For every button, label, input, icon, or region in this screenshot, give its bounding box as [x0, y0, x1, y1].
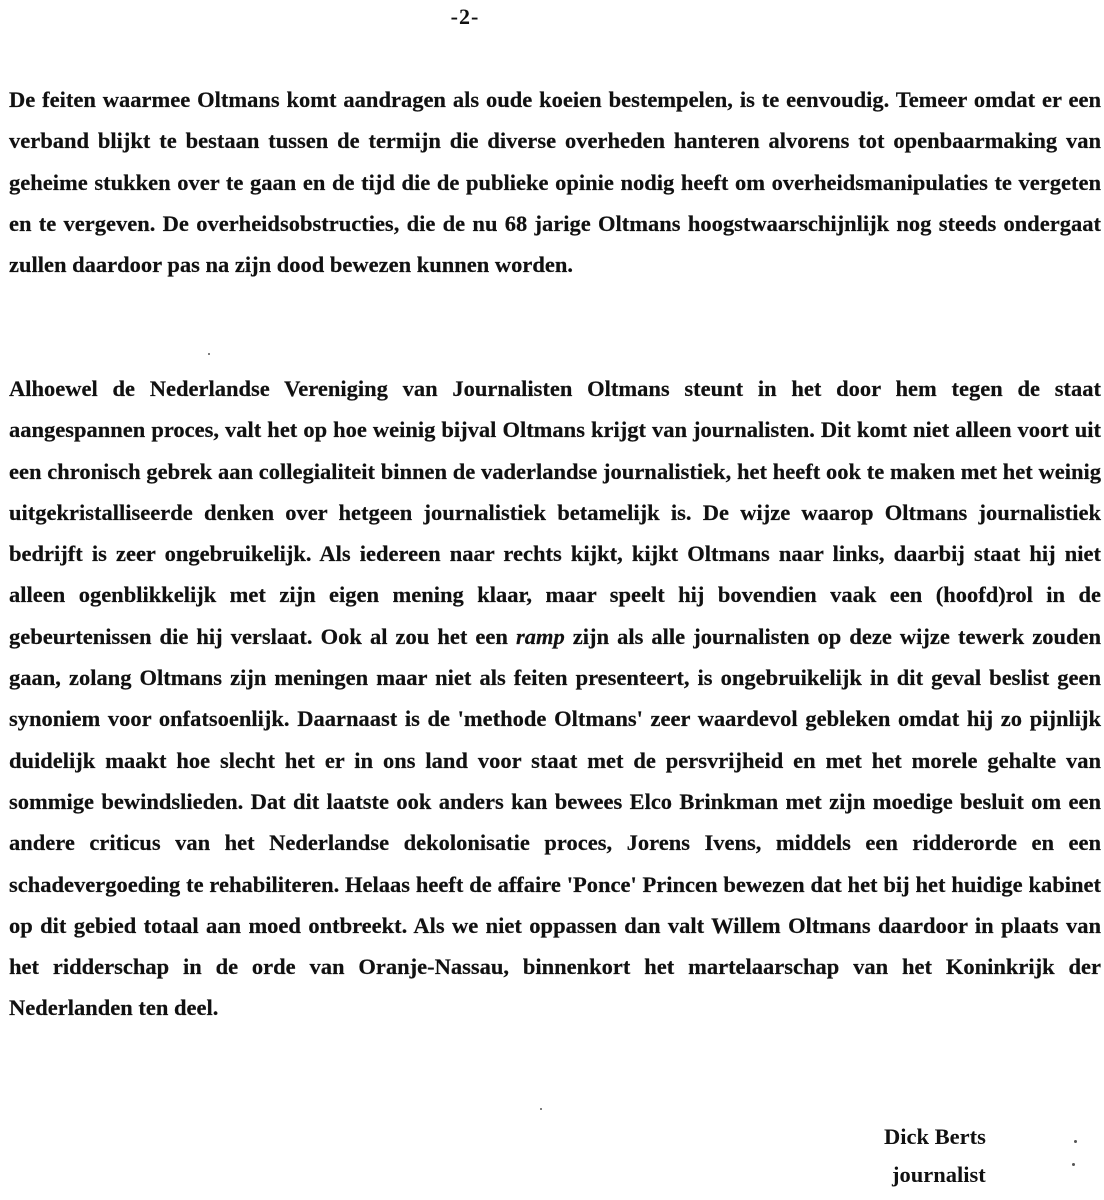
signature-block: [860, 1118, 1060, 1194]
paragraph-2-italic-word: ramp: [515, 623, 565, 649]
scan-speck: [1074, 1140, 1077, 1143]
paragraph-1: [9, 79, 1101, 285]
scan-speck: [540, 1108, 542, 1110]
scan-speck: [1072, 1163, 1075, 1166]
paragraph-2: [9, 368, 1101, 1029]
signature-role: journalist: [892, 1162, 986, 1187]
paragraph-2-text-start: Alhoewel de Nederlandse Vereniging van Journalisten Oltmans steunt in het door hem tegen de staat aangespannen proces, valt het op hoe weinig bijval Oltmans krijgt van journalisten. Dit komt niet alleen voort uit een chronisch gebrek aan collegialiteit binnen de vaderlandse journalistiek, het heeft ook te maken met het weinig uitgekristalliseerde denken over hetgeen journalistiek betamelijk is. De wijze waarop Oltmans journalistiek bedrijft is zeer ongebruikelijk. Als iedereen naar rechts kijkt, kijkt Oltmans naar links, daarbij staat hij niet alleen ogenblikkelijk met zijn eigen mening klaar, maar speelt hij bovendien vaak een (hoofd)rol in de gebeurtenissen die hij verslaat. Ook al zou het een: [9, 376, 1101, 649]
paragraph-2-text-end: zijn als alle journalisten op deze wijze tewerk zouden gaan, zolang Oltmans zijn meningen maar niet als feiten presenteert, is ongebruikelijk in dit geval beslist geen synoniem voor onfatsoenlijk. Daarnaast is de 'methode Oltmans' zeer waardevol gebleken omdat hij zo pijnlijk duidelijk maakt hoe slecht het er in ons land voor staat met de persvrijheid en met het morele gehalte van sommige bewindslieden. Dat dit laatste ook anders kan bewees Elco Brinkman met zijn moedige besluit om een andere criticus van het Nederlandse dekolonisatie proces, Jorens Ivens, middels een ridderorde en een schadevergoeding te rehabiliteren. Helaas heeft de affaire 'Ponce' Princen bewezen dat het bij het huidige kabinet op dit gebied totaal aan moed ontbreekt. Als we niet oppassen dan valt Willem Oltmans daardoor in plaats van het ridderschap in de orde van Oranje-Nassau, binnenkort het martelaarschap van het Koninkrijk der Nederlanden ten deel.: [9, 623, 1101, 1021]
paragraph-1-text: De feiten waarmee Oltmans komt aandragen als oude koeien bestempelen, is te eenvoudig. Temeer omdat er een verband blijkt te bestaan tussen de termijn die diverse overheden hanteren alvorens tot openbaarmaking van geheime stukken over te gaan en de tijd die de publieke opinie nodig heeft om overheidsmanipulaties te vergeten en te vergeven. De overheidsobstructies, die de nu 68 jarige Oltmans hoogstwaarschijnlijk nog steeds ondergaat zullen daardoor pas na zijn dood bewezen kunnen worden.: [9, 87, 1101, 278]
signature-name: Dick Berts: [884, 1124, 986, 1149]
page-number: -2-: [450, 4, 480, 29]
scan-speck: [208, 353, 210, 355]
